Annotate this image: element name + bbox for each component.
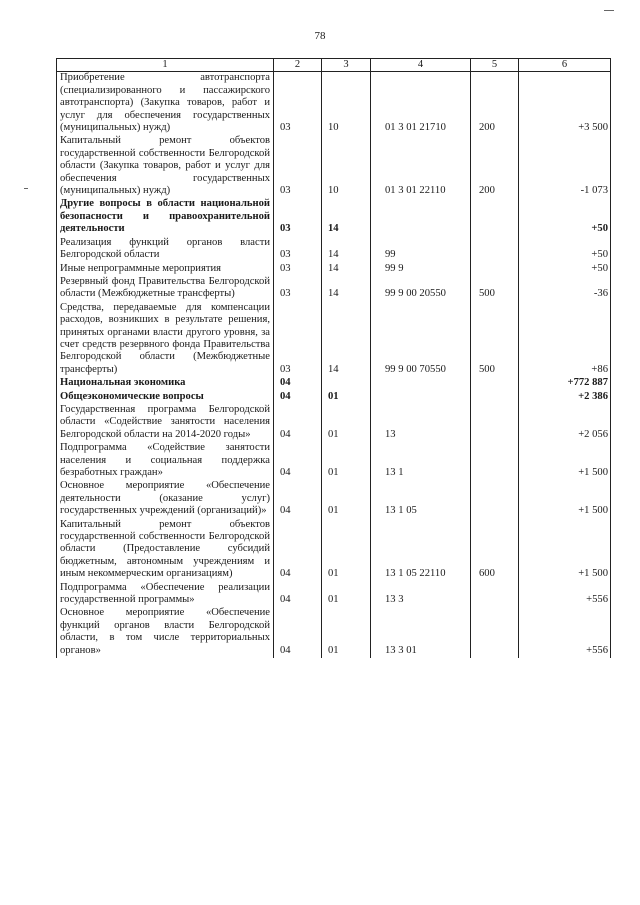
column-header: 3	[322, 59, 371, 72]
section-code-cell: 04	[274, 442, 322, 480]
row-name-cell: Другие вопросы в области национальной безопасности и правоохранительной деятельности	[57, 198, 274, 236]
table-row	[57, 377, 611, 390]
row-name-cell: Средства, передаваемые для компенсации расходов, возникших в результате решения, принятых органами власти другого уровня, за счет средств резервного фонда Правительства Белгородской области (Межбюджетные трансферты)	[57, 302, 274, 377]
table-row	[57, 302, 611, 377]
table-row	[57, 237, 611, 263]
table-row	[57, 442, 611, 480]
expense-type-cell	[471, 198, 519, 236]
amount-cell: +1 500	[519, 519, 611, 582]
expense-type-cell	[471, 607, 519, 658]
table-row	[57, 263, 611, 276]
target-article-cell: 13 1 05	[371, 480, 471, 518]
column-header: 2	[274, 59, 322, 72]
column-header: 4	[371, 59, 471, 72]
column-header: 5	[471, 59, 519, 72]
section-code-cell: 03	[274, 135, 322, 198]
row-name-cell: Общеэкономические вопросы	[57, 391, 274, 404]
amount-cell: -36	[519, 276, 611, 302]
table-row	[57, 135, 611, 198]
table-header-row	[57, 59, 611, 72]
amount-cell: +50	[519, 237, 611, 263]
amount-cell: +2 056	[519, 404, 611, 442]
table-row	[57, 198, 611, 236]
column-header: 1	[57, 59, 274, 72]
target-article-cell: 99	[371, 237, 471, 263]
expense-type-cell	[471, 404, 519, 442]
subsection-code-cell: 14	[322, 276, 371, 302]
table-row	[57, 391, 611, 404]
subsection-code-cell: 10	[322, 72, 371, 136]
column-header: 6	[519, 59, 611, 72]
expense-type-cell: 600	[471, 519, 519, 582]
section-code-cell: 03	[274, 276, 322, 302]
section-code-cell: 04	[274, 519, 322, 582]
row-name-cell: Капитальный ремонт объектов государственной собственности Белгородской области (Закупка товаров, работ и услуг для обеспечения государственных (муниципальных) нужд)	[57, 135, 274, 198]
table-row	[57, 582, 611, 608]
section-code-cell: 03	[274, 302, 322, 377]
section-code-cell: 03	[274, 263, 322, 276]
row-name-cell: Иные непрограммные мероприятия	[57, 263, 274, 276]
subsection-code-cell	[322, 377, 371, 390]
amount-cell: +86	[519, 302, 611, 377]
row-name-cell: Подпрограмма «Содействие занятости населения и социальная поддержка безработных граждан»	[57, 442, 274, 480]
expense-type-cell	[471, 480, 519, 518]
target-article-cell: 99 9 00 20550	[371, 276, 471, 302]
subsection-code-cell: 01	[322, 442, 371, 480]
expense-type-cell	[471, 237, 519, 263]
subsection-code-cell: 01	[322, 519, 371, 582]
amount-cell: +556	[519, 582, 611, 608]
amount-cell: -1 073	[519, 135, 611, 198]
expense-type-cell: 200	[471, 135, 519, 198]
scan-artifact	[604, 10, 614, 11]
subsection-code-cell: 01	[322, 391, 371, 404]
subsection-code-cell: 14	[322, 263, 371, 276]
row-name-cell: Реализация функций органов власти Белгородской области	[57, 237, 274, 263]
subsection-code-cell: 01	[322, 480, 371, 518]
row-name-cell: Основное мероприятие «Обеспечение функций органов власти Белгородской области, в том числе территориальных органов»	[57, 607, 274, 658]
target-article-cell: 99 9	[371, 263, 471, 276]
table-body	[57, 72, 611, 658]
expense-type-cell: 200	[471, 72, 519, 136]
section-code-cell: 04	[274, 377, 322, 390]
target-article-cell: 13 1 05 22110	[371, 519, 471, 582]
target-article-cell: 13	[371, 404, 471, 442]
row-name-cell: Резервный фонд Правительства Белгородской области (Межбюджетные трансферты)	[57, 276, 274, 302]
section-code-cell: 03	[274, 198, 322, 236]
target-article-cell: 01 3 01 21710	[371, 72, 471, 136]
row-name-cell: Национальная экономика	[57, 377, 274, 390]
target-article-cell	[371, 377, 471, 390]
target-article-cell: 99 9 00 70550	[371, 302, 471, 377]
row-name-cell: Государственная программа Белгородской области «Содействие занятости населения Белгородской области на 2014-2020 годы»	[57, 404, 274, 442]
row-name-cell: Основное мероприятие «Обеспечение деятельности (оказание услуг) государственных учреждений (организаций)»	[57, 480, 274, 518]
expense-type-cell	[471, 391, 519, 404]
expense-type-cell: 500	[471, 302, 519, 377]
subsection-code-cell: 01	[322, 607, 371, 658]
table-row	[57, 607, 611, 658]
section-code-cell: 03	[274, 237, 322, 263]
target-article-cell: 01 3 01 22110	[371, 135, 471, 198]
section-code-cell: 04	[274, 480, 322, 518]
amount-cell: +772 887	[519, 377, 611, 390]
subsection-code-cell: 14	[322, 237, 371, 263]
subsection-code-cell: 10	[322, 135, 371, 198]
row-name-cell: Капитальный ремонт объектов государственной собственности Белгородской области (Предоставление субсидий бюджетным, автономным учреждениям и иным некоммерческим организациям)	[57, 519, 274, 582]
table-row	[57, 480, 611, 518]
expense-type-cell	[471, 263, 519, 276]
subsection-code-cell: 01	[322, 404, 371, 442]
section-code-cell: 04	[274, 404, 322, 442]
target-article-cell	[371, 198, 471, 236]
target-article-cell: 13 1	[371, 442, 471, 480]
row-name-cell: Подпрограмма «Обеспечение реализации государственной программы»	[57, 582, 274, 608]
target-article-cell	[371, 391, 471, 404]
amount-cell: +50	[519, 263, 611, 276]
section-code-cell: 04	[274, 607, 322, 658]
amount-cell: +3 500	[519, 72, 611, 136]
expense-type-cell: 500	[471, 276, 519, 302]
page-number: 78	[314, 30, 326, 42]
section-code-cell: 04	[274, 582, 322, 608]
expense-type-cell	[471, 377, 519, 390]
amount-cell: +50	[519, 198, 611, 236]
amount-cell: +2 386	[519, 391, 611, 404]
section-code-cell: 03	[274, 72, 322, 136]
target-article-cell: 13 3 01	[371, 607, 471, 658]
section-code-cell: 04	[274, 391, 322, 404]
subsection-code-cell: 01	[322, 582, 371, 608]
subsection-code-cell: 14	[322, 198, 371, 236]
table-row	[57, 519, 611, 582]
table-row	[57, 72, 611, 136]
expense-type-cell	[471, 442, 519, 480]
amount-cell: +1 500	[519, 480, 611, 518]
row-name-cell: Приобретение автотранспорта (специализированного и пассажирского автотранспорта) (Закупка товаров, работ и услуг для обеспечения государственных (муниципальных) нужд)	[57, 72, 274, 136]
amount-cell: +556	[519, 607, 611, 658]
expense-type-cell	[471, 582, 519, 608]
target-article-cell: 13 3	[371, 582, 471, 608]
table-row	[57, 276, 611, 302]
budget-table	[56, 58, 611, 658]
subsection-code-cell: 14	[322, 302, 371, 377]
table-row	[57, 404, 611, 442]
scan-artifact	[24, 188, 28, 189]
amount-cell: +1 500	[519, 442, 611, 480]
